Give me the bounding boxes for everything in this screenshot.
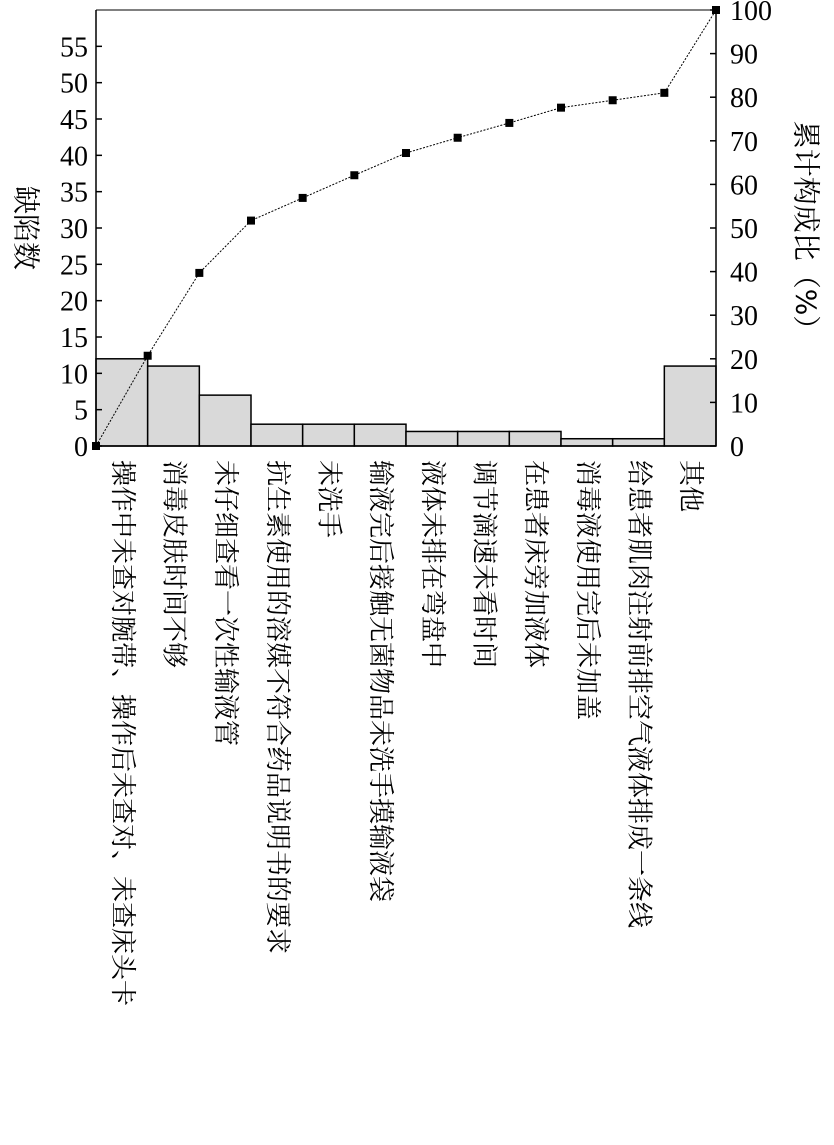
cumulative-marker	[92, 442, 100, 450]
cumulative-marker	[660, 89, 668, 97]
category-label: 抗生素使用的溶媒不符合药品说明书的要求	[261, 460, 292, 955]
category-label: 在患者床旁加液体	[520, 460, 551, 669]
bar-series	[96, 359, 716, 446]
bar	[406, 431, 458, 446]
left-tick-label: 20	[60, 286, 88, 318]
cumulative-marker	[144, 352, 152, 360]
right-tick-label: 10	[730, 388, 758, 420]
right-tick-label: 70	[730, 126, 758, 158]
right-tick-label: 40	[730, 257, 758, 289]
left-tick-label: 5	[74, 395, 88, 427]
right-tick-label: 50	[730, 214, 758, 245]
category-label: 未洗手	[313, 460, 344, 539]
right-tick-label: 100	[730, 0, 772, 27]
bar	[354, 424, 406, 446]
left-tick-label: 35	[60, 177, 88, 209]
category-label: 液体未排在弯盘中	[416, 460, 447, 669]
left-tick-label: 40	[60, 141, 88, 173]
category-label: 给患者肌肉注射前排空气液体排成一条线	[623, 460, 654, 929]
category-label: 未仔细查看一次性输液管	[210, 460, 241, 747]
category-label: 其他	[675, 460, 706, 513]
cumulative-marker	[350, 171, 358, 179]
cumulative-marker	[557, 104, 565, 112]
bar	[251, 424, 303, 446]
category-label: 输液完后接触无菌物品未洗手摸输液袋	[365, 460, 396, 903]
bar	[561, 439, 613, 446]
bar	[199, 395, 251, 446]
left-tick-label: 25	[60, 250, 88, 282]
right-tick-label: 0	[730, 432, 744, 463]
right-tick-label: 90	[730, 39, 758, 71]
cumulative-marker	[712, 6, 720, 14]
category-label: 消毒皮肤时间不够	[158, 460, 189, 669]
cumulative-marker	[247, 217, 255, 225]
bar	[613, 439, 665, 446]
left-axis-title: 缺陷数	[9, 185, 43, 271]
right-tick-label: 30	[730, 301, 758, 333]
category-labels	[107, 460, 705, 1006]
right-tick-label: 80	[730, 83, 758, 115]
left-tick-label: 10	[60, 359, 88, 391]
cumulative-marker	[299, 194, 307, 202]
left-tick-label: 45	[60, 105, 88, 136]
right-tick-label: 20	[730, 344, 758, 376]
bar	[509, 431, 561, 446]
left-tick-label: 55	[60, 32, 88, 64]
cumulative-marker	[195, 269, 203, 277]
left-tick-label: 50	[60, 68, 88, 100]
left-tick-label: 0	[74, 432, 88, 463]
bar	[303, 424, 355, 446]
left-tick-label: 15	[60, 323, 88, 354]
bar	[148, 366, 200, 446]
category-label: 操作中未查对腕带、操作后未查对、未查床头卡	[106, 460, 137, 1007]
cumulative-marker	[402, 149, 410, 157]
category-label: 调节滴速未看时间	[468, 460, 499, 669]
right-axis-ticks	[710, 0, 772, 463]
right-axis-title: 累计构成比（%）	[789, 120, 823, 344]
bar	[664, 366, 716, 446]
cumulative-marker	[505, 119, 513, 127]
category-label: 消毒液使用完后未加盖	[571, 460, 602, 721]
bar	[458, 431, 510, 446]
left-tick-label: 30	[60, 214, 88, 245]
cumulative-marker	[454, 134, 462, 142]
right-tick-label: 60	[730, 170, 758, 202]
cumulative-marker	[609, 96, 617, 104]
